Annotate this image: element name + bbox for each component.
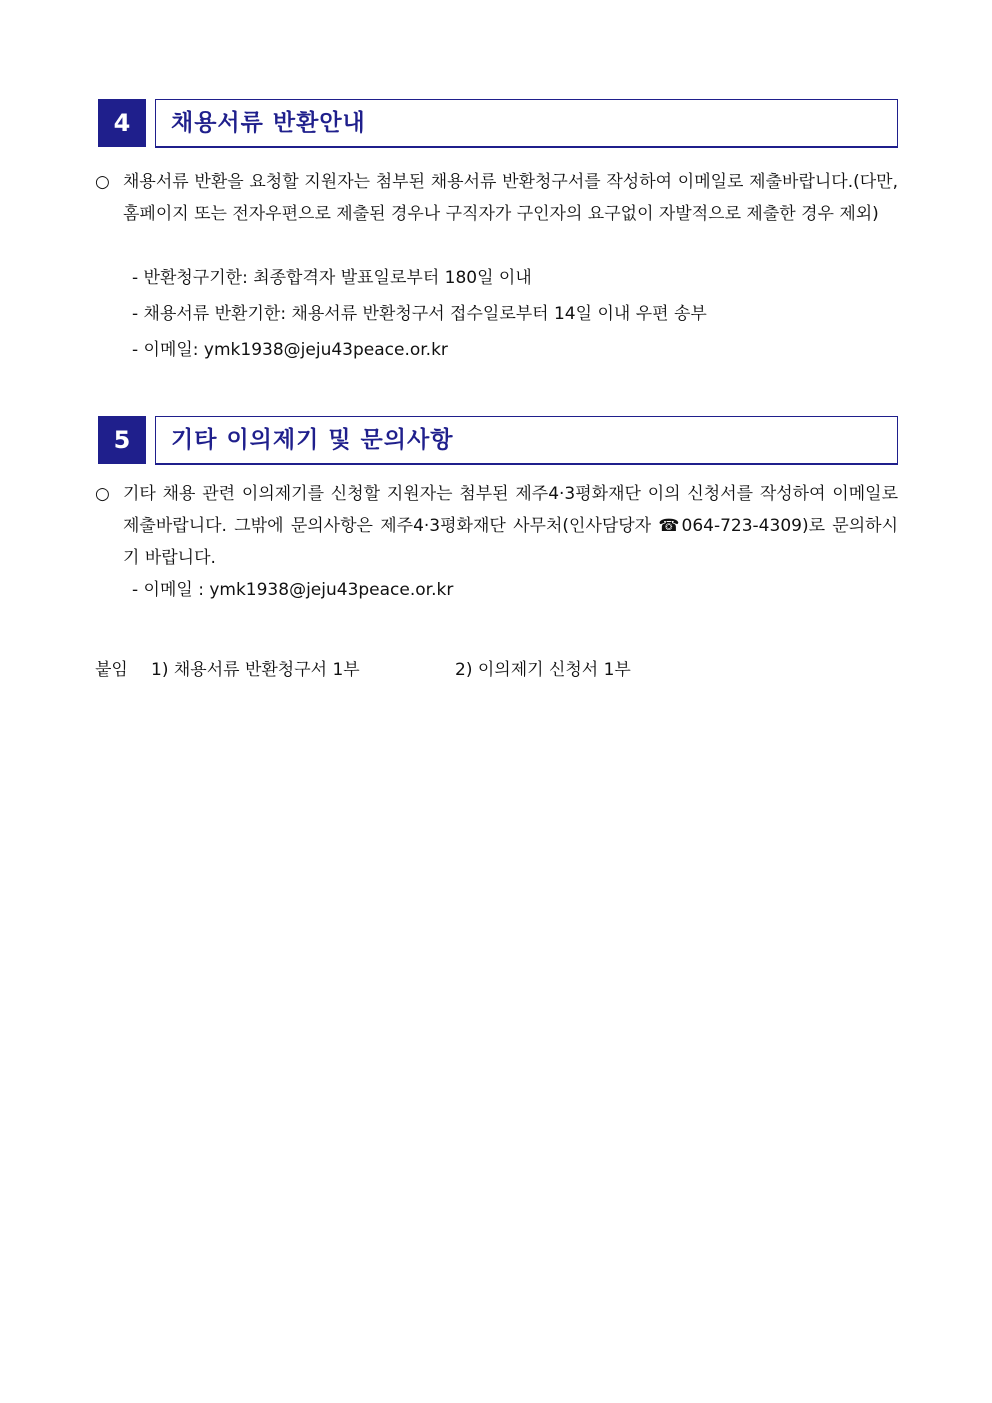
- attachment-item-1: 1) 채용서류 반환청구서 1부: [151, 660, 360, 680]
- section-4-header: [98, 99, 898, 147]
- attachment-item-2: 2) 이의제기 신청서 1부: [455, 660, 631, 680]
- section-4-paragraph: [95, 166, 898, 230]
- section-4-number: 4: [98, 99, 146, 147]
- section-5-item-email: - 이메일 : ymk1938@jeju43peace.or.kr: [132, 580, 454, 600]
- section-5-paragraph: [95, 478, 898, 574]
- section-4-item-return-period: - 채용서류 반환기한: 채용서류 반환청구서 접수일로부터 14일 이내 우편 송부: [132, 304, 707, 324]
- section-4-item-email: - 이메일: ymk1938@jeju43peace.or.kr: [132, 340, 448, 360]
- circle-bullet-icon: ○: [95, 484, 110, 504]
- section-4-item-deadline: - 반환청구기한: 최종합격자 발표일로부터 180일 이내: [132, 268, 532, 288]
- section-5-title-box: [155, 416, 898, 465]
- section-5-header: [98, 416, 898, 464]
- section-5-paragraph-text: 기타 채용 관련 이의제기를 신청할 지원자는 첨부된 제주4·3평화재단 이의 신청서를 작성하여 이메일로 제출바랍니다. 그밖에 문의사항은 제주4·3평화재단 사무처(인사담당자 ☎064-723-4309)로 문의하시기 바랍니다.: [123, 484, 898, 568]
- circle-bullet-icon: ○: [95, 172, 110, 192]
- section-5-number: 5: [98, 416, 146, 464]
- attachments-line: [95, 654, 631, 686]
- section-5-title: 기타 이의제기 및 문의사항: [171, 427, 454, 453]
- section-4-title: 채용서류 반환안내: [171, 110, 366, 136]
- attachments-label: 붙임: [95, 660, 128, 680]
- section-4-title-box: [155, 99, 898, 148]
- section-4-paragraph-text: 채용서류 반환을 요청할 지원자는 첨부된 채용서류 반환청구서를 작성하여 이메일로 제출바랍니다.(다만, 홈페이지 또는 전자우편으로 제출된 경우나 구직자가 구인자의 요구없이 자발적으로 제출한 경우 제외): [123, 172, 899, 224]
